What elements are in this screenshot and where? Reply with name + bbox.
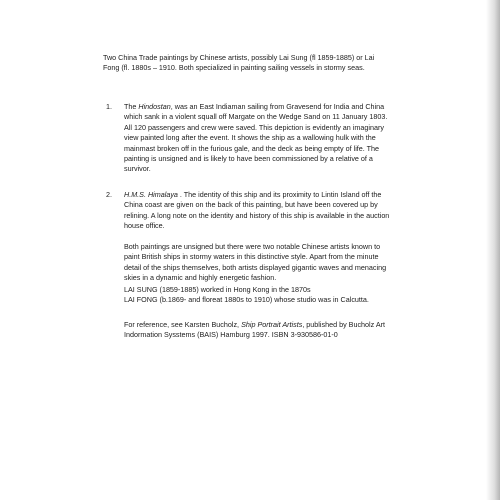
- intro-paragraph: [103, 53, 390, 74]
- ship-name-hindostan: Hindostan: [138, 102, 171, 111]
- list-text-1-pre: The: [124, 102, 139, 111]
- page-edge-shadow: [486, 0, 500, 500]
- lai-fong-line: [124, 295, 392, 305]
- reference-title: Ship Portrait Artists: [241, 320, 303, 329]
- list-body-1: [124, 102, 392, 175]
- lai-sung-line: [124, 285, 392, 295]
- list-number-1: 1.: [106, 102, 112, 111]
- list-text-2-post: . The identity of this ship and its proximity to Lintin Island off the China coast are given on the back of this painting, but have been covered up by relining. A long note on the identity and history of this ship is available in the auction house office.: [124, 190, 390, 231]
- list-body-2: [124, 190, 392, 232]
- reference-text-pre: For reference, see Karsten Bucholz,: [124, 320, 242, 329]
- list-number-2: 2.: [106, 190, 112, 199]
- artists-paragraph: [124, 242, 392, 284]
- artists-text: Both paintings are unsigned but there were two notable Chinese artists known to paint British ships in stormy waters in this distinctive style. Apart from the minute detail of the ships themselves, both artists displayed gigantic waves and menacing skies in a dynamic and highly energetic fashion.: [124, 242, 387, 283]
- intro-text: Two China Trade paintings by Chinese artists, possibly Lai Sung (fl 1859-1885) or Lai Fong (fl. 1880s – 1910. Both specialized in painting sailing vessels in stormy seas.: [103, 53, 375, 73]
- reference-text-post: , published by Bucholz Art Indormation Sysstems (BAIS) Hamburg 1997. ISBN 3-930586-01-0: [124, 320, 386, 340]
- lai-fong-text: LAI FONG (b.1869- and floreat 1880s to 1910) whose studio was in Calcutta.: [124, 295, 369, 304]
- reference-paragraph: [124, 320, 392, 341]
- ship-name-himalaya: H.M.S. Himalaya: [124, 190, 178, 199]
- list-text-1-post: , was an East Indiaman sailing from Gravesend for India and China which sank in a violent squall off Margate on the Wedge Sand on 11 January 1803. All 120 passengers and crew were saved. This depiction is evidently an imaginary view painted long after the event. It shows the ship as a wallowing hulk with the mainmast broken off in the furious gale, and the deck as being empty of life. The painting is unsigned and is likely to have been commissioned by a relative of a survivor.: [124, 102, 388, 174]
- lai-sung-text: LAI SUNG (1859-1885) worked in Hong Kong in the 1870s: [124, 285, 311, 294]
